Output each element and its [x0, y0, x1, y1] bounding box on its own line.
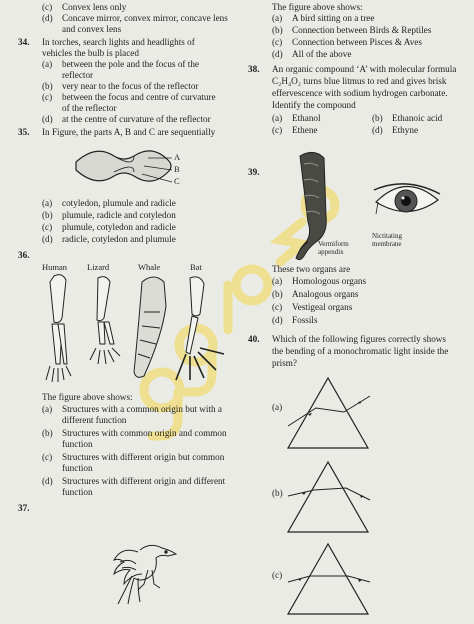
- question-stem: vehicles the bulb is placed: [42, 48, 139, 58]
- option-label: (c): [42, 2, 53, 12]
- option-label: (d): [42, 476, 53, 486]
- option-text: Ethyne: [392, 125, 419, 135]
- option-text: Structures with common origin and common: [62, 428, 227, 438]
- option-label: (d): [42, 234, 53, 244]
- question-number: 38.: [248, 64, 260, 74]
- option-label: (a): [42, 198, 53, 208]
- question-stem: These two organs are: [272, 264, 351, 274]
- option-text: Connection between Birds & Reptiles: [292, 25, 432, 35]
- option-label: (b): [372, 113, 383, 123]
- question-stem: In torches, search lights and headlights of: [42, 37, 195, 47]
- option-label: (c): [42, 92, 53, 102]
- option-text: Ethene: [292, 125, 318, 135]
- option-text: at the centre of curvature of the reflector: [62, 114, 211, 124]
- option-text: Connection between Pisces & Aves: [292, 37, 422, 47]
- prism-figure-c: [286, 542, 372, 621]
- option-text: Convex lens only: [62, 2, 127, 12]
- option-text: between the focus and centre of curvature: [62, 92, 216, 102]
- option-label: (b): [42, 428, 53, 438]
- option-label: (c): [42, 452, 53, 462]
- option-label: (a): [272, 276, 283, 286]
- option-text: Analogous organs: [292, 289, 359, 299]
- option-text: between the pole and the focus of the: [62, 59, 199, 69]
- option-text: Fossils: [292, 315, 318, 325]
- option-label: (d): [272, 315, 283, 325]
- option-label: (d): [42, 114, 53, 124]
- question-stem: C₂H₄O₂ turns blue litmus to red and gives brisk: [272, 76, 447, 86]
- figure-label: Human: [42, 262, 68, 272]
- question-stem: the bending of a monochromatic light inside the: [272, 346, 449, 356]
- question-stem: Identify the compound: [272, 100, 356, 110]
- option-text: A bird sitting on a tree: [292, 13, 375, 23]
- archaeopteryx-figure: [110, 522, 182, 613]
- figure-label: appendix: [318, 248, 344, 256]
- question-number: 37.: [18, 503, 30, 513]
- option-text: plumule, cotyledon and radicle: [62, 222, 176, 232]
- option-text: reflector: [62, 70, 94, 80]
- option-label: (a): [272, 13, 283, 23]
- figure-label: Vermiform: [318, 240, 349, 248]
- option-label: (a): [272, 113, 283, 123]
- forelimb-bones-figure: [40, 272, 240, 389]
- option-label: (c): [272, 302, 283, 312]
- question-number: 40.: [248, 334, 260, 344]
- question-number: 35.: [18, 127, 30, 137]
- option-text: plumule, radicle and cotyledon: [62, 210, 176, 220]
- option-text: Ethanoic acid: [392, 113, 443, 123]
- option-label: (a): [42, 404, 53, 414]
- prism-figure-a: [286, 376, 372, 455]
- option-label: (d): [42, 13, 53, 23]
- figure-label: Nictitating: [372, 232, 402, 240]
- figure-label: A: [174, 152, 181, 162]
- option-text: function: [62, 487, 93, 497]
- question-stem: The figure above shows:: [272, 2, 363, 12]
- question-stem: The figure above shows:: [42, 392, 133, 402]
- question-stem: An organic compound ‘A’ with molecular formula: [272, 64, 457, 74]
- figure-label: B: [174, 164, 180, 174]
- option-text: very near to the focus of the reflector: [62, 81, 199, 91]
- option-label: (d): [272, 49, 283, 59]
- option-label: (c): [272, 125, 283, 135]
- option-text: Homologous organs: [292, 276, 367, 286]
- option-label: (b): [42, 81, 53, 91]
- option-text: Structures with different origin but common: [62, 452, 225, 462]
- option-text: of the reflector: [62, 103, 117, 113]
- question-stem: prism?: [272, 358, 298, 368]
- option-text: function: [62, 439, 93, 449]
- question-number: 36.: [18, 250, 30, 260]
- question-number: 39.: [248, 167, 260, 177]
- option-text: Vestigeal organs: [292, 302, 353, 312]
- option-label: (b): [42, 210, 53, 220]
- figure-label: (c): [272, 570, 283, 580]
- figure-label: Bat: [190, 262, 202, 272]
- question-stem: Which of the following figures correctly shows: [272, 334, 447, 344]
- option-text: different function: [62, 415, 127, 425]
- option-text: radicle, cotyledon and plumule: [62, 234, 176, 244]
- option-text: All of the above: [292, 49, 352, 59]
- option-label: (c): [42, 222, 53, 232]
- figure-label: (a): [272, 402, 283, 412]
- figure-label: (b): [272, 488, 283, 498]
- figure-label: C: [174, 176, 180, 186]
- prism-figure-b: [286, 460, 372, 539]
- option-label: (b): [272, 25, 283, 35]
- option-text: Ethanol: [292, 113, 321, 123]
- option-text: and convex lens: [62, 24, 122, 34]
- question-stem: In Figure, the parts A, B and C are sequentially: [42, 127, 216, 137]
- option-text: Structures with different origin and different: [62, 476, 226, 486]
- option-label: (c): [272, 37, 283, 47]
- figure-label: Whale: [138, 262, 161, 272]
- option-text: Structures with a common origin but with a: [62, 404, 222, 414]
- question-number: 34.: [18, 37, 30, 47]
- option-text: cotyledon, plumule and radicle: [62, 198, 176, 208]
- option-label: (b): [272, 289, 283, 299]
- eye-figure: [372, 180, 442, 225]
- figure-label: Lizard: [87, 262, 110, 272]
- option-label: (d): [372, 125, 383, 135]
- option-label: (a): [42, 59, 53, 69]
- option-text: Concave mirror, convex mirror, concave lens: [62, 13, 228, 23]
- figure-label: membrane: [372, 240, 402, 248]
- question-stem: effervescence with sodium hydrogen carbonate.: [272, 88, 448, 98]
- option-text: function: [62, 463, 93, 473]
